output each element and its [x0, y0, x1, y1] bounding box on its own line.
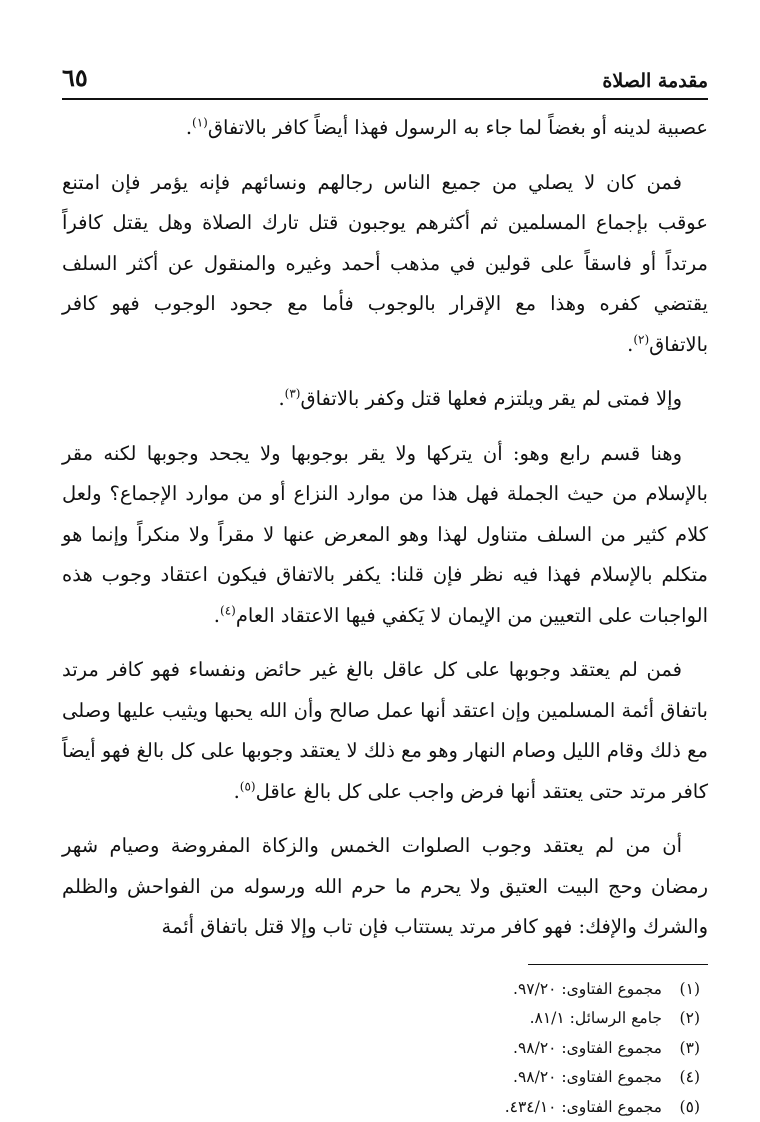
main-text — [62, 108, 708, 948]
footnote-ref: (٤) — [220, 603, 236, 617]
footnote-ref: (٢) — [633, 332, 649, 346]
footnote-ref: (١) — [192, 116, 208, 130]
footnote: (٤) مجموع الفتاوى: ٩٨/٢٠. — [62, 1063, 700, 1093]
footnote-ref: (٥) — [240, 779, 256, 793]
running-header — [62, 0, 708, 100]
footnote-ref: (٣) — [285, 387, 301, 401]
footnote: (٥) مجموع الفتاوى: ٤٣٤/١٠. — [62, 1093, 700, 1122]
paragraph: أن من لم يعتقد وجوب الصلوات الخمس والزكاة المفروضة وصيام شهر رمضان وحج البيت العتيق ولا يحرم ما حرم الله ورسوله من الفواحش والظلم والشرك والإفك: فهو كافر مرتد يستتاب فإن تاب وإلا قتل باتفاق أئمة — [62, 826, 708, 948]
chapter-title: مقدمة الصلاة — [602, 70, 708, 92]
paragraph: فمن لم يعتقد وجوبها على كل عاقل بالغ غير حائض ونفساء فهو كافر مرتد باتفاق أئمة المسلمين وإن اعتقد أنها عمل صالح وأن الله يحبها ويثيب عليها وصلى مع ذلك وقام الليل وصام النهار وهو مع ذلك لا يعتقد وجوبها على كل بالغ فهو أيضاً كافر مرتد حتى يعتقد أنها فرض واجب على كل بالغ عاقل$^{(٥)}$. — [62, 650, 708, 812]
paragraph: وهنا قسم رابع وهو: أن يتركها ولا يقر بوجوبها ولا يجحد وجوبها لكنه مقر بالإسلام من حيث الجملة فهل هذا من موارد النزاع أو من موارد الإجماع؟ ولعل كلام كثير من السلف متناول لهذا وهو المعرض عنها لا مقراً ولا منكراً وإنما هو متكلم بالإسلام فهذا فيه نظر فإن قلنا: يكفر بالاتفاق فيكون اعتقاد وجوب هذه الواجبات على التعيين من الإيمان لا يَكفي فيها الاعتقاد العام$^{(٤)}$. — [62, 434, 708, 637]
paragraph: عصبية لدينه أو بغضاً لما جاء به الرسول فهذا أيضاً كافر بالاتفاق$^{(١)}$. — [62, 108, 708, 149]
page-number: ٦٥ — [62, 63, 88, 92]
footnote: (١) مجموع الفتاوى: ٩٧/٢٠. — [62, 975, 700, 1005]
paragraph: وإلا فمتى لم يقر ويلتزم فعلها قتل وكفر بالاتفاق$^{(٣)}$. — [62, 379, 708, 420]
footnote: (٣) مجموع الفتاوى: ٩٨/٢٠. — [62, 1034, 700, 1064]
footnote: (٢) جامع الرسائل: ٨١/١. — [62, 1004, 700, 1034]
footnotes — [62, 975, 708, 1122]
footnote-divider — [528, 964, 708, 965]
paragraph: فمن كان لا يصلي من جميع الناس رجالهم ونسائهم فإنه يؤمر فإن امتنع عوقب بإجماع المسلمين ثم أكثرهم يوجبون قتل تارك الصلاة وهل يقتل كافراً مرتداً أو فاسقاً على قولين في مذهب أحمد وغيره والمنقول عن أكثر السلف يقتضي كفره وهذا مع الإقرار بالوجوب فأما مع جحود الوجوب فهو كافر بالاتفاق$^{(٢)}$. — [62, 163, 708, 366]
